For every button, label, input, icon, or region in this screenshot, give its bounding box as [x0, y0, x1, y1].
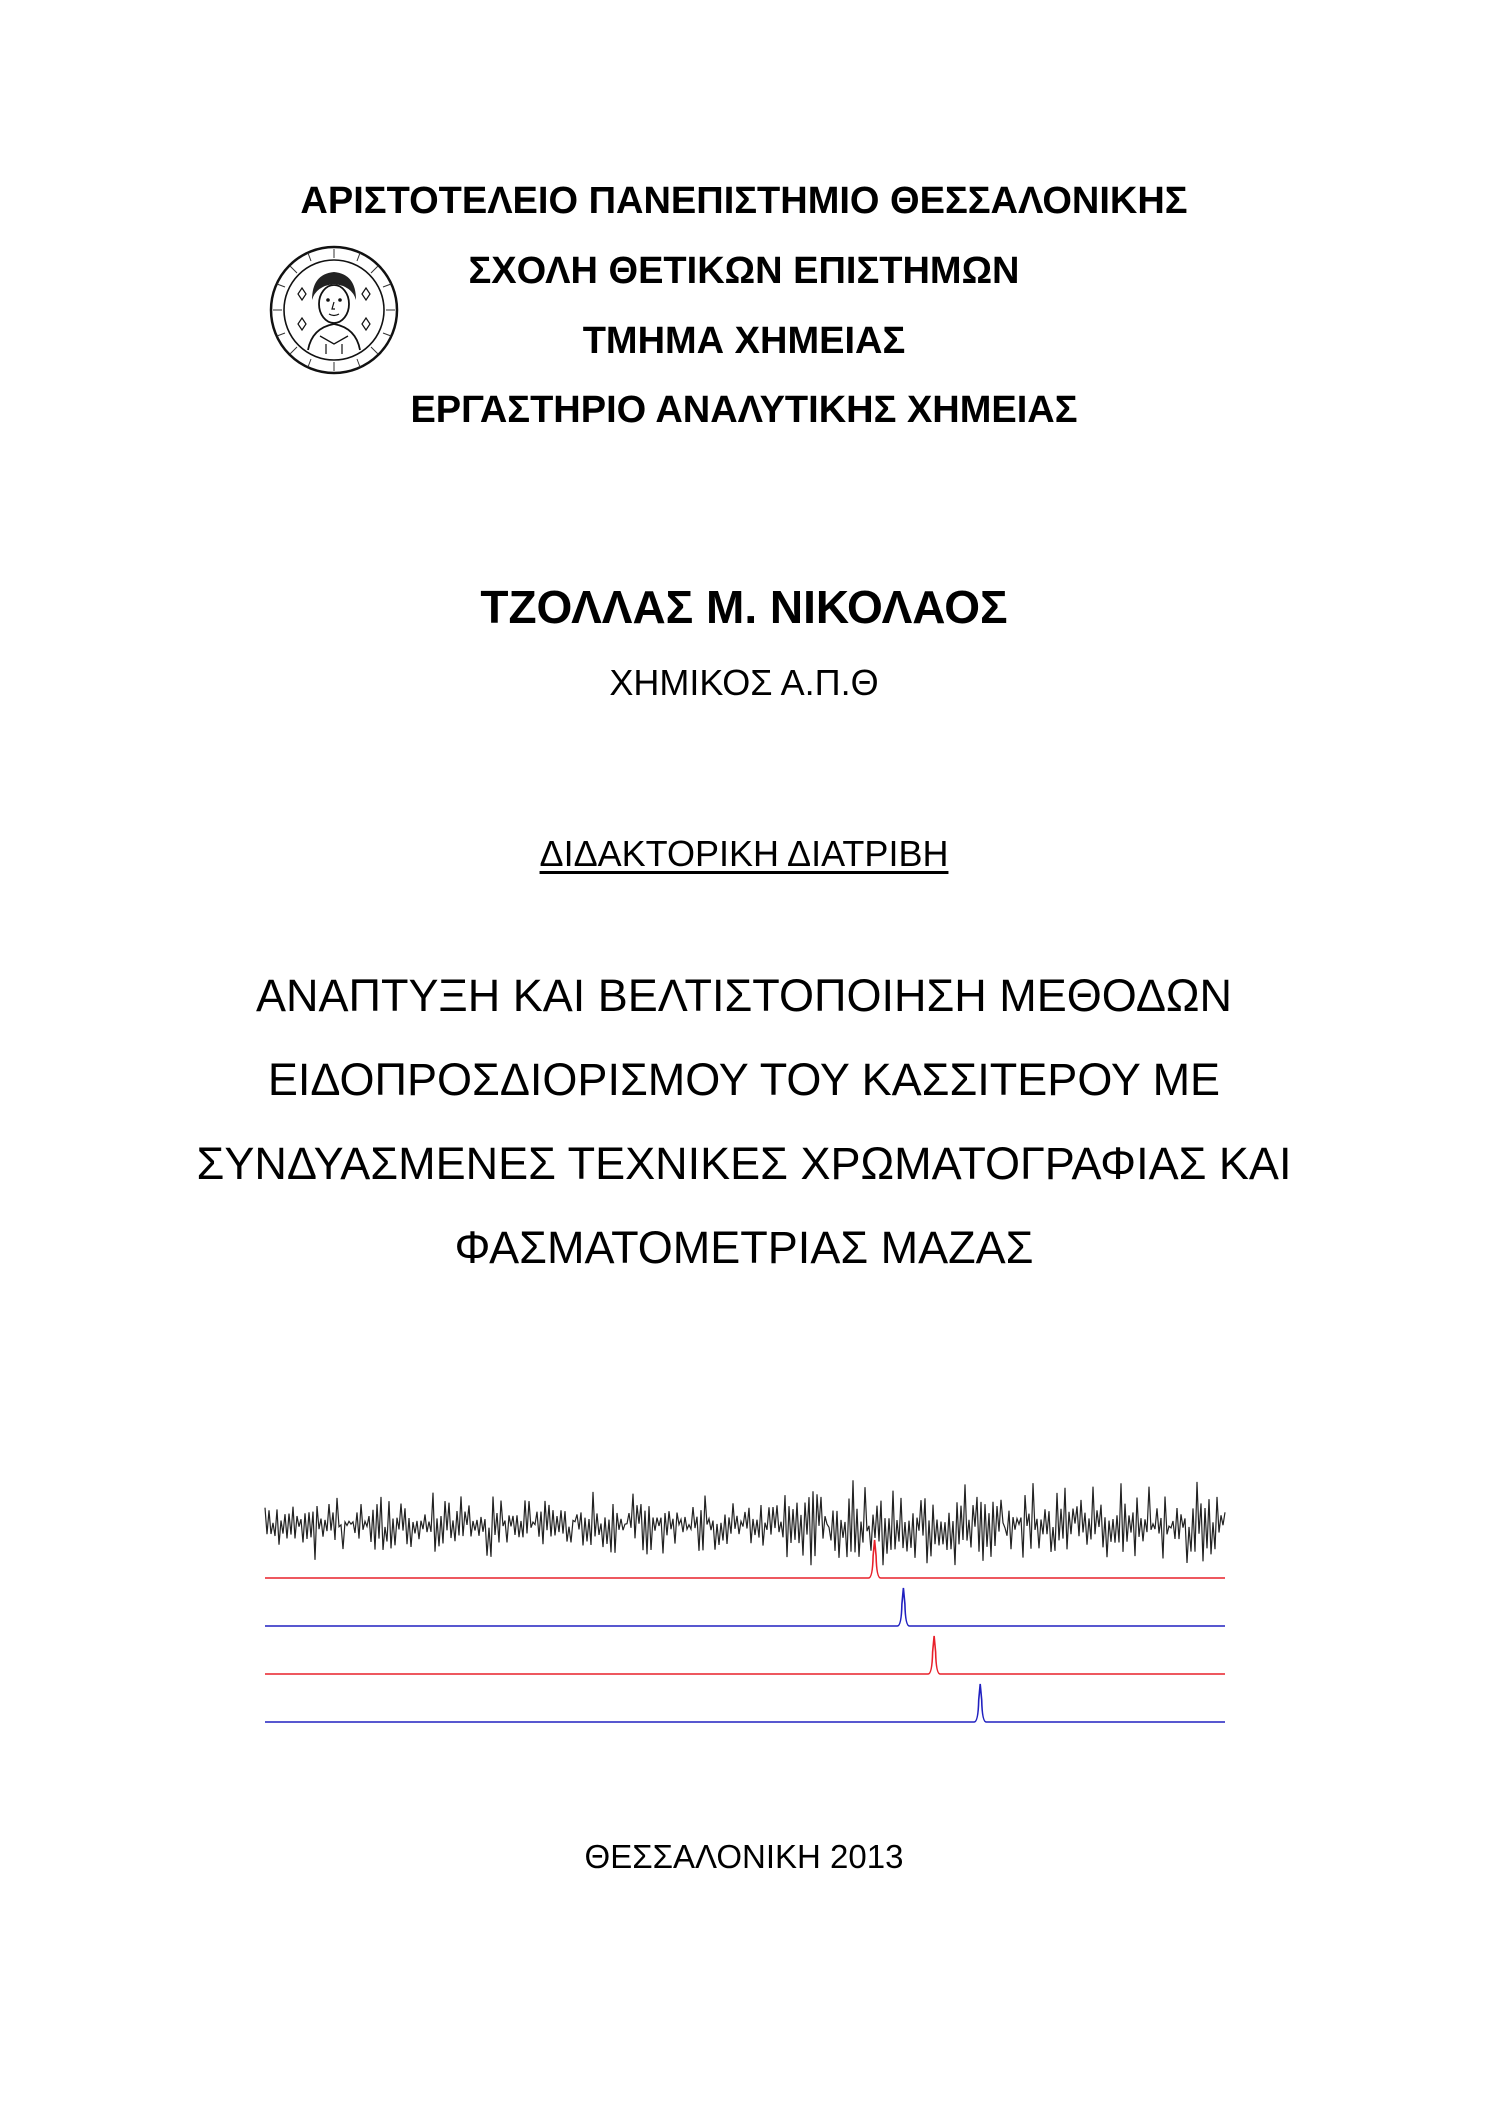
university-name: ΑΡΙΣΤΟΤΕΛΕΙΟ ΠΑΝΕΠΙΣΤΗΜΙΟ ΘΕΣΣΑΛΟΝΙΚΗΣ — [300, 180, 1188, 222]
peak-trace-2 — [265, 1588, 1225, 1626]
author-name: ΤΖΟΛΛΑΣ Μ. ΝΙΚΟΛΑΟΣ — [480, 581, 1008, 633]
peak-trace-3 — [265, 1636, 1225, 1674]
thesis-title-line-4: ΦΑΣΜΑΤΟΜΕΤΡΙΑΣ ΜΑΖΑΣ — [454, 1222, 1034, 1273]
department-name: ΤΜΗΜΑ ΧΗΜΕΙΑΣ — [582, 320, 906, 362]
document-type: ΔΙΔΑΚΤΟΡΙΚΗ ΔΙΑΤΡΙΒΗ — [539, 833, 949, 874]
laboratory-name: ΕΡΓΑΣΤΗΡΙΟ ΑΝΑΛΥΤΙΚΗΣ ΧΗΜΕΙΑΣ — [410, 389, 1078, 431]
thesis-title-line-2: ΕΙΔΟΠΡΟΣΔΙΟΡΙΣΜΟΥ ΤΟΥ ΚΑΣΣΙΤΕΡΟΥ ΜΕ — [267, 1054, 1221, 1105]
chromatogram-illustration — [255, 1440, 1235, 1740]
place-and-year: ΘΕΣΣΑΛΟΝΙΚΗ 2013 — [584, 1838, 904, 1875]
peak-trace-4 — [265, 1684, 1225, 1722]
faculty-name: ΣΧΟΛΗ ΘΕΤΙΚΩΝ ΕΠΙΣΤΗΜΩΝ — [468, 250, 1020, 292]
noise-trace — [265, 1480, 1225, 1565]
peak-trace-1 — [265, 1540, 1225, 1578]
thesis-title-line-3: ΣΥΝΔΥΑΣΜΕΝΕΣ ΤΕΧΝΙΚΕΣ ΧΡΩΜΑΤΟΓΡΑΦΙΑΣ ΚΑΙ — [196, 1138, 1292, 1189]
doc-type-row — [0, 833, 1488, 875]
thesis-title-line-1: ΑΝΑΠΤΥΞΗ ΚΑΙ ΒΕΛΤΙΣΤΟΠΟΙΗΣΗ ΜΕΘΟΔΩΝ — [255, 970, 1233, 1021]
author-title: ΧΗΜΙΚΟΣ Α.Π.Θ — [609, 662, 879, 703]
